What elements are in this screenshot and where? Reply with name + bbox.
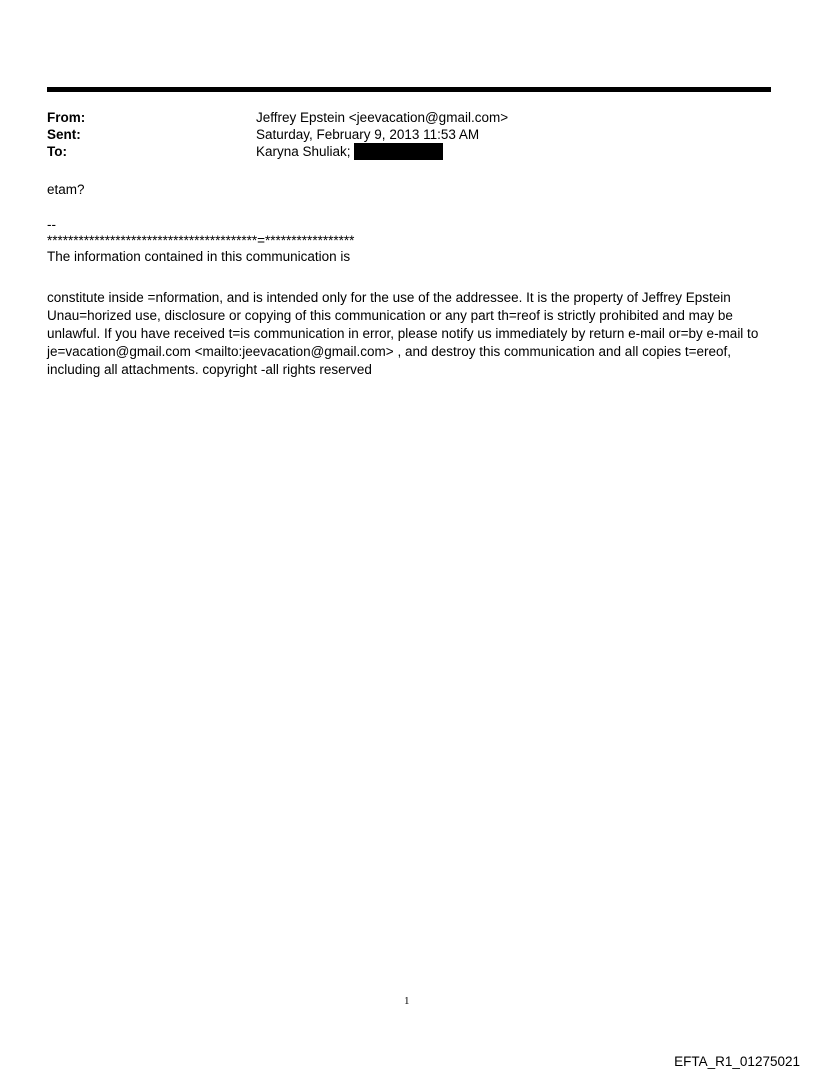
disclaimer-line: including all attachments. copyright -all rights reserved bbox=[47, 362, 372, 377]
message-text: etam? bbox=[47, 182, 85, 197]
to-value-wrap bbox=[256, 143, 443, 160]
to-label: To: bbox=[47, 144, 67, 159]
document-id: EFTA_R1_01275021 bbox=[674, 1054, 800, 1069]
notice-intro: The information contained in this communication is bbox=[47, 249, 351, 264]
sent-value: Saturday, February 9, 2013 11:53 AM bbox=[256, 127, 480, 142]
disclaimer-line: unlawful. If you have received t=is communication in error, please notify us immediately by return e-mail or=by e-mail to bbox=[47, 326, 759, 341]
from-label: From: bbox=[47, 110, 86, 125]
disclaimer-line: je=vacation@gmail.com <mailto:jeevacation@gmail.com> , and destroy this communication and all copies t=ereof, bbox=[47, 344, 731, 359]
to-value: Karyna Shuliak; bbox=[256, 144, 351, 159]
header-rule bbox=[47, 87, 771, 92]
redaction-box bbox=[354, 143, 443, 160]
star-separator: ****************************************=***************** bbox=[47, 233, 355, 248]
page-number: 1 bbox=[404, 995, 410, 1007]
sent-label: Sent: bbox=[47, 127, 81, 142]
from-value: Jeffrey Epstein <jeevacation@gmail.com> bbox=[256, 110, 509, 125]
disclaimer-line: Unau=horized use, disclosure or copying of this communication or any part th=reof is strictly prohibited and may be bbox=[47, 308, 733, 323]
disclaimer-line: constitute inside =nformation, and is intended only for the use of the addressee. It is the property of Jeffrey Epstein bbox=[47, 290, 731, 305]
signature-dashes: -- bbox=[47, 217, 56, 232]
